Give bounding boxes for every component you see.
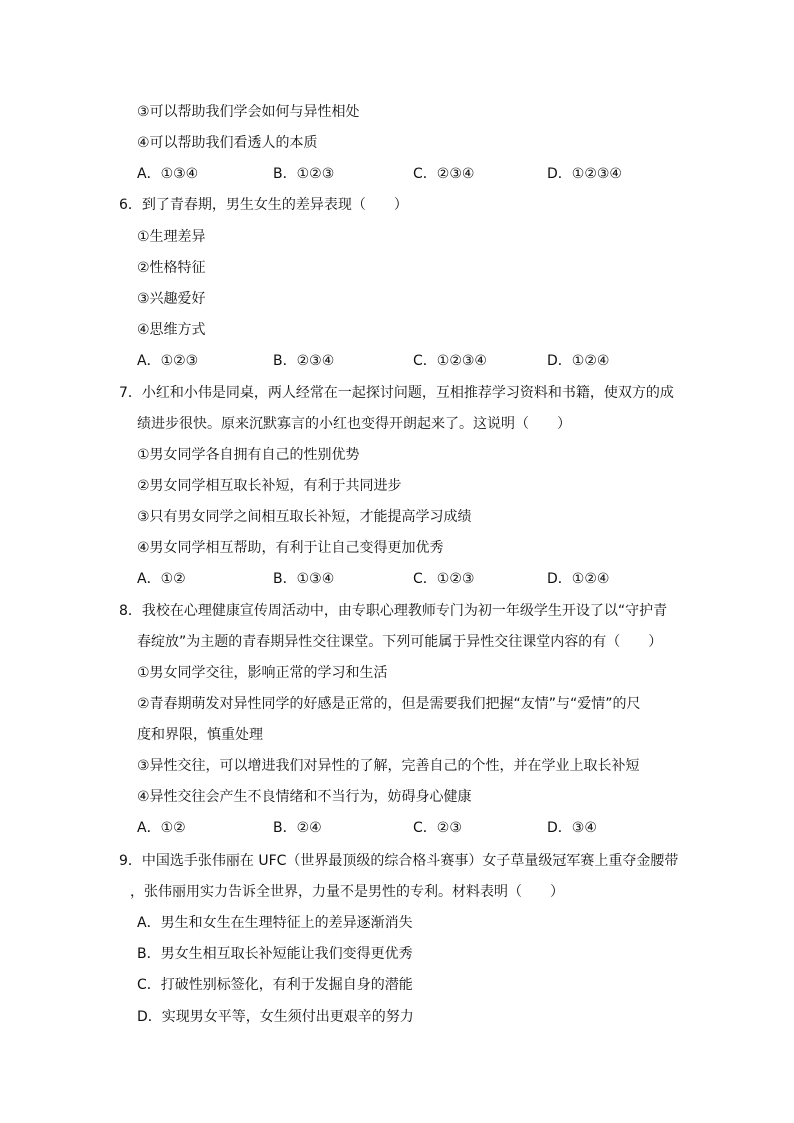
option-d: D．①②③④ xyxy=(547,166,622,182)
option-a: A．①② xyxy=(137,571,186,587)
statement: ③兴趣爱好 xyxy=(137,291,206,307)
option-c: C．①②③ xyxy=(413,571,475,587)
statement: ②男女同学相互取长补短，有利于共同进步 xyxy=(137,478,402,494)
statement: ②性格特征 xyxy=(137,260,206,276)
question-9-stem-cont: ，张伟丽用实力告诉全世界，力量不是男性的专利。材料表明（ ） xyxy=(130,884,564,900)
option-b: B．②④ xyxy=(273,820,322,836)
choice-c: C．打破性别标签化，有利于发掘自身的潜能 xyxy=(137,977,413,993)
choice-d: D．实现男女平等，女生须付出更艰辛的努力 xyxy=(137,1009,414,1025)
statement: ③可以帮助我们学会如何与异性相处 xyxy=(137,104,360,120)
statement: ④男女同学相互帮助，有利于让自己变得更加优秀 xyxy=(137,540,444,556)
choice-a: A．男生和女生在生理特征上的差异逐渐消失 xyxy=(137,915,413,931)
statement: ①男女同学各自拥有自己的性别优势 xyxy=(137,447,360,463)
option-d: D．③④ xyxy=(547,820,597,836)
statement: ③只有男女同学之间相互取长补短，才能提高学习成绩 xyxy=(137,509,472,525)
choice-b: B．男女生相互取长补短能让我们变得更优秀 xyxy=(137,946,413,962)
option-b: B．①③④ xyxy=(273,571,335,587)
option-c: C．②③ xyxy=(413,820,462,836)
option-d: D．①②④ xyxy=(547,353,610,369)
statement: ②青春期萌发对异性同学的好感是正常的，但是需要我们把握“友情”与“爱情”的尺 xyxy=(137,696,641,712)
option-b: B．②③④ xyxy=(273,353,335,369)
option-a: A．①② xyxy=(137,820,186,836)
question-8-stem-cont: 春绽放”为主题的青春期异性交往课堂。下列可能属于异性交往课堂内容的有（ ） xyxy=(137,634,663,650)
statement: ④可以帮助我们看透人的本质 xyxy=(137,135,318,151)
option-d: D．①②④ xyxy=(547,571,610,587)
question-6-stem: 6．到了青春期，男生女生的差异表现（ ） xyxy=(119,197,408,213)
statement-cont: 度和界限，慎重处理 xyxy=(137,727,263,743)
statement: ④思维方式 xyxy=(137,322,206,338)
question-8-stem: 8．我校在心理健康宣传周活动中，由专职心理教师专门为初一年级学生开设了以“守护青 xyxy=(119,603,668,619)
option-a: A．①③④ xyxy=(137,166,199,182)
statement: ④异性交往会产生不良情绪和不当行为，妨碍身心健康 xyxy=(137,789,472,805)
option-a: A．①②③ xyxy=(137,353,199,369)
option-b: B．①②③ xyxy=(273,166,335,182)
question-7-stem: 7．小红和小伟是同桌，两人经常在一起探讨问题，互相推荐学习资料和书籍，使双方的成 xyxy=(119,385,674,401)
option-c: C．①②③④ xyxy=(413,353,487,369)
statement: ③异性交往，可以增进我们对异性的了解，完善自己的个性，并在学业上取长补短 xyxy=(137,758,640,774)
question-7-stem-cont: 绩进步很快。原来沉默寡言的小红也变得开朗起来了。这说明（ ） xyxy=(137,416,571,432)
option-c: C．②③④ xyxy=(413,166,475,182)
question-9-stem: 9．中国选手张伟丽在 UFC（世界最顶级的综合格斗赛事）女子草量级冠军赛上重夺金腰带 xyxy=(119,853,679,869)
statement: ①男女同学交往，影响正常的学习和生活 xyxy=(137,665,388,681)
statement: ①生理差异 xyxy=(137,229,206,245)
